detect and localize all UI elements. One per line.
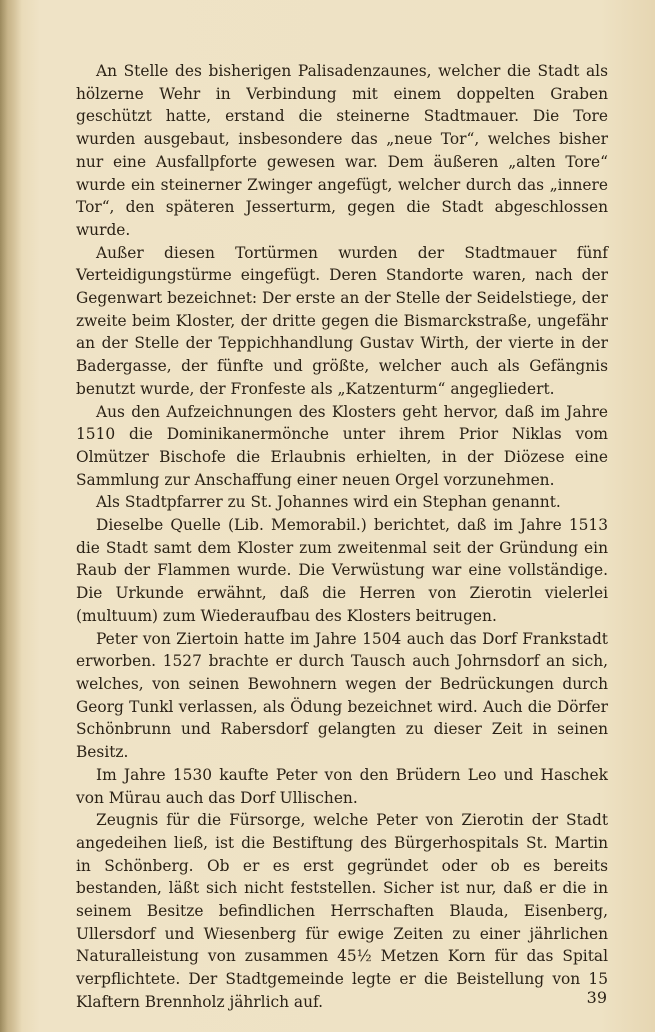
book-spine-shadow: [0, 0, 22, 1032]
body-text: [76, 60, 608, 1014]
paragraph-monastery-records: Aus den Aufzeichnungen des Klosters geht hervor, daß im Jahre 1510 die Dominikanermönche unter ihrem Prior Niklas vom Olmützer Bischofe die Erlaubnis erhielten, in der Diözese eine Sammlung zur Anschaffung einer neuen Orgel vorzunehmen.: [76, 402, 608, 489]
paragraph-fire-1513: Dieselbe Quelle (Lib. Memorabil.) berichtet, daß im Jahre 1513 die Stadt samt dem Kloster zum zweitenmal seit der Gründung ein Raub der Flammen wurde. Die Verwüstung war eine vollständige. Die Urkunde erwähnt, daß die Herren von Zierotin vielerlei (multuum) zum Wiederaufbau des Klosters beitrugen.: [76, 516, 608, 625]
paragraph-hospital: Zeugnis für die Fürsorge, welche Peter von Zierotin der Stadt angedeihen ließ, ist die Bestiftung des Bürgerhospitals St. Martin in Schönberg. Ob er es erst gegründet oder ob es bereits bestanden, läßt sich nicht feststellen. Sicher ist nur, daß er die in seinem Besitze befindlichen Herrschaften Blauda, Eisenberg, Ullersdorf und Wiesenberg für ewige Zeiten zu einer jährlichen Naturalleistung von zusammen 45½ Metzen Korn für das Spital verpflichtete. Der Stadtgemeinde legte er die Beistellung von 15 Klaftern Brennholz jährlich auf.: [76, 811, 608, 1011]
paragraph-ullischen: Im Jahre 1530 kaufte Peter von den Brüdern Leo und Haschek von Mürau auch das Dorf Ullischen.: [76, 765, 608, 807]
paragraph-defense-towers: Außer diesen Tortürmen wurden der Stadtmauer fünf Verteidigungstürme eingefügt. Deren Standorte waren, nach der Gegenwart bezeichnet: Der erste an der Stelle der Seidelstiege, der zweite beim Kloster, der dritte gegen die Bismarckstraße, ungefähr an der Stelle der Teppichhandlung Gustav Wirth, der vierte in der Badergasse, der fünfte und größte, welcher auch als Gefängnis benutzt wurde, der Fronfeste als „Katzenturm“ angegliedert.: [76, 243, 608, 398]
paragraph-town-pastor: Als Stadtpfarrer zu St. Johannes wird ein Stephan genannt.: [96, 493, 561, 512]
paragraph-frankstadt: Peter von Ziertoin hatte im Jahre 1504 auch das Dorf Frankstadt erworben. 1527 brachte er durch Tausch auch Johrnsdorf an sich, welches, von seinen Bewohnern wegen der Bedrückungen durch Georg Tunkl verlassen, als Ödung bezeichnet wird. Auch die Dörfer Schönbrunn und Rabersdorf gelangten zu dieser Zeit in seinen Besitz.: [76, 629, 608, 762]
page-number: 39: [586, 988, 607, 1007]
paragraph-city-wall: An Stelle des bisherigen Palisadenzaunes, welcher die Stadt als hölzerne Wehr in Verbindung mit einem doppelten Graben geschützt hatte, erstand die steinerne Stadtmauer. Die Tore wurden ausgebaut, insbesondere das „neue Tor“, welches bisher nur eine Ausfallpforte gewesen war. Dem äußeren „alten Tore“ wurde ein steinerner Zwinger angefügt, welcher durch das „innere Tor“, den späteren Jesserturm, gegen die Stadt abgeschlossen wurde.: [76, 62, 608, 239]
